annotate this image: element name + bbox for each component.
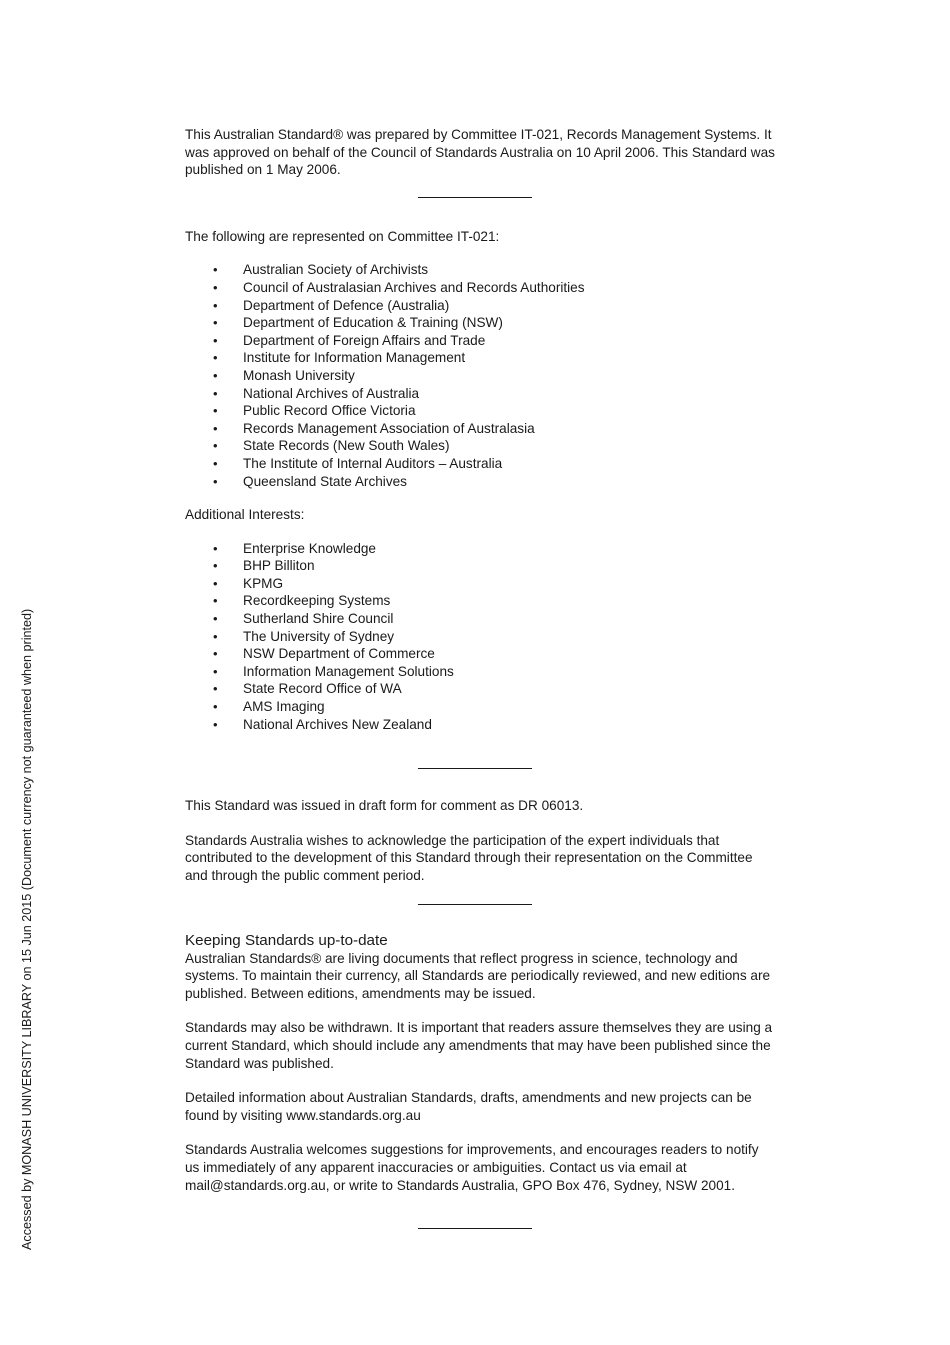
list-item: • Records Management Association of Australasia bbox=[185, 420, 775, 438]
keeping-paragraph-4: Standards Australia welcomes suggestions for improvements, and encourages readers to notify us immediately of any apparent inaccuracies or ambiguities. Contact us via email at mail@standards.org.au, or write to Standards Australia, GPO Box 476, Sydney, NSW 2001. bbox=[185, 1142, 759, 1193]
additional-heading: Additional Interests: bbox=[185, 507, 305, 523]
list-item: • Australian Society of Archivists bbox=[185, 261, 775, 279]
draft-note: This Standard was issued in draft form for comment as DR 06013. bbox=[185, 798, 584, 814]
access-note: Accessed by MONASH UNIVERSITY LIBRARY on 15 Jun 2015 (Document currency not guaranteed when printed) bbox=[20, 608, 34, 1250]
keeping-paragraph-1: Australian Standards® are living documents that reflect progress in science, technology and systems. To maintain their currency, all Standards are periodically reviewed, and new editions are published. Between editions, amendments may be issued. bbox=[185, 950, 771, 1001]
list-item: • NSW Department of Commerce bbox=[185, 645, 775, 663]
keeping-heading: Keeping Standards up-to-date bbox=[185, 931, 388, 949]
list-item: • The University of Sydney bbox=[185, 628, 775, 646]
list-item: • AMS Imaging bbox=[185, 698, 775, 716]
keeping-paragraph-3: Detailed information about Australian Standards, drafts, amendments and new projects can be found by visiting www.standards.org.au bbox=[185, 1090, 752, 1123]
additional-list bbox=[185, 540, 775, 734]
list-item: • State Record Office of WA bbox=[185, 680, 775, 698]
list-item: • Recordkeeping Systems bbox=[185, 592, 775, 610]
document-body bbox=[185, 126, 775, 1229]
list-item: • BHP Billiton bbox=[185, 557, 775, 575]
list-item: • Department of Defence (Australia) bbox=[185, 297, 775, 315]
list-item: • Department of Education & Training (NSW) bbox=[185, 314, 775, 332]
divider-1 bbox=[418, 197, 532, 198]
list-item: • Information Management Solutions bbox=[185, 663, 775, 681]
divider-3 bbox=[418, 904, 532, 905]
intro-paragraph: This Australian Standard® was prepared by Committee IT-021, Records Management Systems. It was approved on behalf of the Council of Standards Australia on 10 April 2006. This Standard was published on 1 May 2006. bbox=[185, 127, 775, 178]
list-item: • Department of Foreign Affairs and Trade bbox=[185, 332, 775, 350]
list-item: • National Archives of Australia bbox=[185, 385, 775, 403]
keeping-paragraph-2: Standards may also be withdrawn. It is important that readers assure themselves they are using a current Standard, which should include any amendments that may have been published since the Standard was published. bbox=[185, 1020, 773, 1071]
list-item: • Council of Australasian Archives and Records Authorities bbox=[185, 279, 775, 297]
divider-4 bbox=[418, 1228, 532, 1229]
list-item: • Monash University bbox=[185, 367, 775, 385]
list-item: • Sutherland Shire Council bbox=[185, 610, 775, 628]
list-item: • Enterprise Knowledge bbox=[185, 540, 775, 558]
list-item: • National Archives New Zealand bbox=[185, 716, 775, 734]
list-item: • The Institute of Internal Auditors – Australia bbox=[185, 455, 775, 473]
list-item: • State Records (New South Wales) bbox=[185, 437, 775, 455]
acknowledgement-paragraph: Standards Australia wishes to acknowledge the participation of the expert individuals that contributed to the development of this Standard through their representation on the Committee and through the public comment period. bbox=[185, 832, 753, 883]
list-item: • Institute for Information Management bbox=[185, 349, 775, 367]
represented-heading: The following are represented on Committee IT-021: bbox=[185, 228, 500, 244]
represented-list bbox=[185, 261, 775, 490]
list-item: • KPMG bbox=[185, 575, 775, 593]
list-item: • Queensland State Archives bbox=[185, 473, 775, 491]
list-item: • Public Record Office Victoria bbox=[185, 402, 775, 420]
divider-2 bbox=[418, 768, 532, 769]
